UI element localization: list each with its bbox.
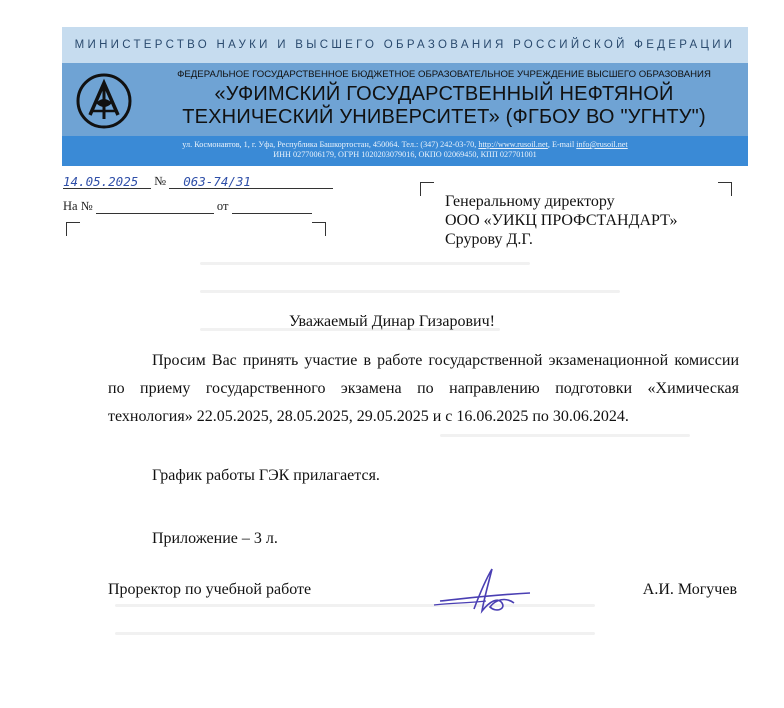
outgoing-reg-line (63, 174, 333, 189)
salutation: Уважаемый Динар Гизарович! (289, 313, 495, 330)
corner-mark (66, 222, 80, 236)
signatory-name: А.И. Могучев (642, 581, 737, 598)
handwritten-signature (430, 563, 540, 619)
address: ул. Космонавтов, 1, г. Уфа, Республика Башкортостан, 450064. Тел.: (347) 242-03-70, (182, 140, 477, 149)
addressee-company: ООО «УИКЦ ПРОФСТАНДАРТ» (445, 212, 678, 229)
addressee-position: Генеральному директору (445, 193, 615, 210)
bleed-mark (115, 632, 595, 635)
email-link[interactable]: info@rusoil.net (576, 140, 628, 149)
from-label: от (216, 199, 229, 213)
corner-mark (718, 182, 732, 196)
university-logo-icon (76, 73, 132, 129)
website-link[interactable]: http://www.rusoil.net (478, 140, 548, 149)
reg-number-label: № (154, 174, 167, 188)
requisites: ИНН 0277006179, ОГРН 1020203079016, ОКПО 02069450, КПП 027701001 (273, 150, 537, 159)
corner-mark (312, 222, 326, 236)
ministry-title: МИНИСТЕРСТВО НАУКИ И ВЫСШЕГО ОБРАЗОВАНИЯ РОССИЙСКОЙ ФЕДЕРАЦИИ (74, 39, 736, 51)
bleed-mark (440, 434, 690, 437)
signatory-role: Проректор по учебной работе (108, 581, 312, 598)
university-name-line1: «УФИМСКИЙ ГОСУДАРСТВЕННЫЙ НЕФТЯНОЙ (214, 83, 674, 105)
request-paragraph: Просим Вас принять участие в работе государственной экзаменационной комиссии по приему государственного экзамена по направлению подготовки «Химическая технология» 22.05.2025, 28.05.2025, 29.05.2025 и с 16.06.2025 по 30.06.2024. (108, 352, 739, 425)
ref-label: На № (63, 199, 93, 213)
bleed-mark (200, 262, 530, 265)
incoming-ref-line (63, 199, 312, 214)
ministry-band (62, 27, 748, 63)
reg-date: 14.05.2025 (63, 174, 139, 189)
addressee-name: Срурову Д.Г. (445, 231, 533, 248)
institution-type: ФЕДЕРАЛЬНОЕ ГОСУДАРСТВЕННОЕ БЮДЖЕТНОЕ ОБРАЗОВАТЕЛЬНОЕ УЧРЕЖДЕНИЕ ВЫСШЕГО ОБРАЗОВАНИЯ (177, 69, 711, 80)
reg-number: 063-74/31 (183, 174, 251, 189)
university-name-line2: ТЕХНИЧЕСКИЙ УНИВЕРСИТЕТ» (ФГБОУ ВО "УГНТУ") (182, 106, 706, 128)
addressee-block (445, 192, 678, 249)
appendix-note: Приложение – 3 л. (152, 530, 278, 547)
bleed-mark (200, 290, 620, 293)
email-label: , E-mail (547, 140, 575, 149)
schedule-note: График работы ГЭК прилагается. (152, 467, 380, 484)
corner-mark (420, 182, 434, 196)
contacts-band (62, 136, 748, 166)
